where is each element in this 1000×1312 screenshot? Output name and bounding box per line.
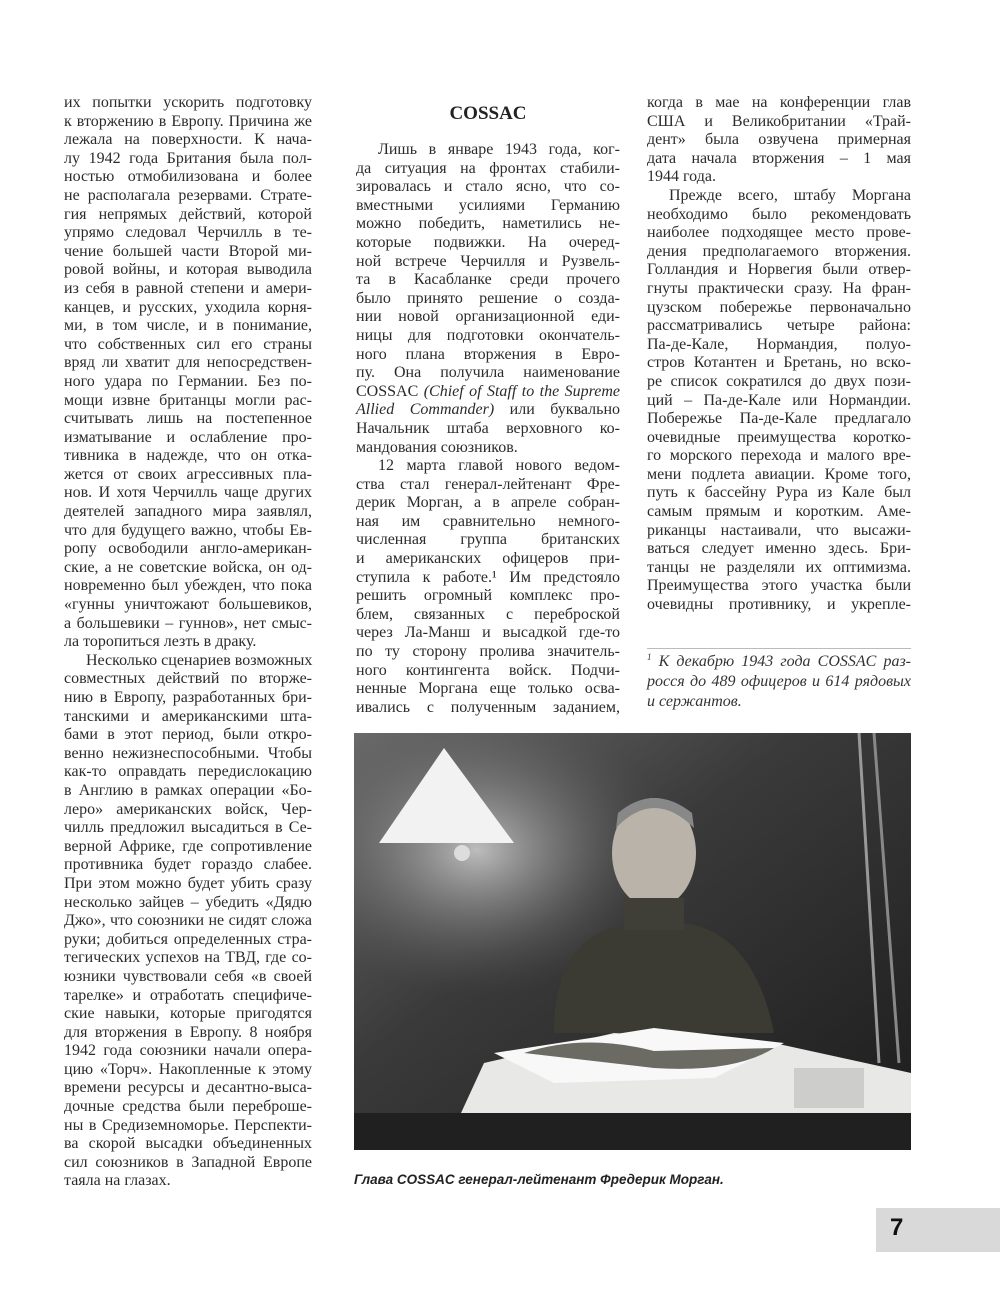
text-line: ницы для подготовки окончатель- [356, 326, 620, 344]
text-segment: или буквально [494, 401, 620, 419]
text-line: необходимо было рекомендовать [647, 205, 911, 223]
text-line: в Англию в рамках операции «Бо- [64, 781, 312, 799]
text-line: что собственных сил его страны [64, 335, 312, 353]
text-line: наиболее подходящее место прове- [647, 224, 911, 242]
text-line: по ту сторону пролива значитель- [356, 643, 620, 661]
text-line: лу 1942 года Британия была пол- [64, 149, 312, 167]
text-line: путь к бассейну Рура из Кале был [647, 484, 911, 502]
text-line: ная им сравнительно немного- [356, 512, 620, 530]
text-line: Преимущества этого участка были [647, 577, 911, 595]
text-line: ной встрече Черчилля и Рузвель- [356, 252, 620, 270]
text-line: вряд ли хватит для непосредствен- [64, 354, 312, 372]
text-line: канцев, и русских, уходила корня- [64, 298, 312, 316]
text-line: гия непрямых действий, которой [64, 205, 312, 223]
text-line: пу. Она получила наименование [356, 364, 620, 382]
text-line: Па-де-Кале, Нормандия, полуо- [647, 335, 911, 353]
footnote-line [647, 652, 911, 672]
text-line: было принято решение о созда- [356, 289, 620, 307]
text-line: ций – Па-де-Кале или Нормандии. [647, 391, 911, 409]
text-line: очевидны противнику, и укрепле- [647, 596, 911, 614]
text-line: а большевики – гуннов», нет смыс- [64, 614, 312, 632]
italic-text: Allied Commander) [356, 401, 495, 419]
text-line [356, 401, 620, 420]
text-line: как-то оправдать передислокацию [64, 763, 312, 781]
text-line: совместных действий по вторже- [64, 670, 312, 688]
text-column-2 [356, 141, 620, 717]
text-line: руки; добиться определенных стра- [64, 930, 312, 948]
text-line: ропу освободили англо-американ- [64, 540, 312, 558]
text-line: их попытки ускорить подготовку [64, 94, 312, 111]
page-number-tab [876, 1208, 1000, 1252]
text-line: очевидные преимущества коротко- [647, 428, 911, 446]
footnote-divider [647, 648, 911, 649]
text-line: ские навыки, которые пригодятся [64, 1005, 312, 1023]
page-number: 7 [890, 1214, 904, 1241]
text-line: для вторжения в Европу. 8 ноября [64, 1023, 312, 1041]
text-line: нии новой организационной еди- [356, 308, 620, 326]
text-line: При этом можно будет убить сразу [64, 874, 312, 892]
text-line: лежала на поверхности. К нача- [64, 131, 312, 149]
text-line: которые подвижки. На очеред- [356, 233, 620, 251]
text-line: го морского перехода и малого вре- [647, 447, 911, 465]
text-line: ровой войны, и которая выводила [64, 261, 312, 279]
text-line: Прежде всего, штабу Моргана [669, 186, 911, 204]
text-line: времени ресурсы и десантно-выса- [64, 1079, 312, 1097]
text-line: тегических успехов на ТВД, где со- [64, 949, 312, 967]
text-line: блем, связанных с переброской [356, 605, 620, 623]
text-line: ла торопиться лезть в драку. [64, 633, 257, 651]
text-line: мени подлета авиации. Кроме того, [647, 465, 911, 483]
text-line: Голландия и Норвегия были отвер- [647, 261, 911, 279]
text-line: ивались с полученным заданием, [356, 698, 620, 716]
text-line: риканцы настаивали, что высажи- [647, 521, 911, 539]
text-line: через Ла-Манш и высадкой где-то [356, 624, 620, 642]
text-line: юзники чувствовали себя «в своей [64, 967, 312, 985]
text-line: дения предполагаемого вторжения. [647, 242, 911, 260]
text-line: стров Котантен и Бретань, но вско- [647, 354, 911, 372]
text-line: бами в этот период, были откро- [64, 726, 312, 744]
section-heading: COSSAC [449, 103, 527, 124]
text-line: 12 марта главой нового ведом- [378, 457, 620, 475]
text-line: противника будет гораздо слабее. [64, 856, 312, 874]
text-line: ного удара по Германии. Без по- [64, 372, 312, 390]
text-column-1 [64, 94, 312, 1191]
text-line: дата начала вторжения – 1 мая [647, 149, 911, 167]
text-line: ре список сократился до двух пози- [647, 372, 911, 390]
text-line: Побережье Па-де-Кале предлагало [647, 410, 911, 428]
text-line: жется от своих агрессивных пла- [64, 465, 312, 483]
text-line: новременно был убежден, что пока [64, 577, 312, 595]
text-column-3 [647, 94, 911, 615]
text-line: самым прямым и коротким. Аме- [647, 503, 911, 521]
text-line: нов. И хотя Черчилль чаще других [64, 484, 312, 502]
text-line: «гунны уничтожают большевиков, [64, 596, 312, 614]
text-line: леро» американских войск, Чер- [64, 800, 312, 818]
text-line: цузском побережье первоначально [647, 298, 911, 316]
text-line: деятелей западного мира заявлял, [64, 503, 312, 521]
text-line: что для будущего важно, чтобы Ев- [64, 521, 312, 539]
text-line: когда в мае на конференции глав [647, 94, 911, 111]
text-line: дент» была озвучена примерная [647, 131, 911, 149]
text-line: численная группа британских [356, 531, 620, 549]
text-line: танцы не разделяли их оптимизма. [647, 558, 911, 576]
text-line: цию «Торч». Накопленные к этому [64, 1060, 312, 1078]
photo-general-morgan [354, 733, 911, 1150]
text-line: мощи извне британцы могли рас- [64, 391, 312, 409]
text-line: изматывание и ослабление про- [64, 428, 312, 446]
footnote [647, 652, 911, 712]
text-line: несколько зайцев – убедить «Дядю [64, 893, 312, 911]
text-line: тарелке» и отработать специфиче- [64, 986, 312, 1004]
text-line: дочные средства были переброше- [64, 1098, 312, 1116]
footnote-marker: 1 [647, 652, 652, 662]
text-line: 1942 года союзники начали опера- [64, 1042, 312, 1060]
text-line: дерик Морган, а в апреле собран- [356, 494, 620, 512]
text-line: ступила к работе.¹ Им предстояло [356, 568, 620, 586]
text-line: та в Касабланке среди прочего [356, 271, 620, 289]
text-line: нию в Европу, разработанных бри- [64, 689, 312, 706]
text-line: чилль предложил высадиться в Се- [64, 819, 312, 837]
text-line: из себя в равной степени и амери- [64, 279, 312, 297]
text-line: можно победить, наметились не- [356, 215, 620, 233]
text-line: Джо», что союзники не сидят сложа [64, 912, 312, 930]
italic-text: (Chief of Staff to the Supreme [423, 382, 621, 400]
text-line: считывать лишь на постепенное [64, 410, 312, 428]
text-line: гнуты практически сразу. На фран- [647, 279, 911, 297]
footnote-line: росся до 489 офицеров и 614 рядовых [647, 673, 911, 690]
text-line: ва скорой высадки объединенных [64, 1135, 312, 1153]
text-line: зировалась и стало ясно, что со- [356, 178, 620, 196]
text-line: ненные Моргана еще только осва- [356, 680, 620, 698]
text-line: вместными усилиями Германию [356, 196, 620, 214]
text-line: ства стал генерал-лейтенант Фре- [356, 475, 620, 493]
text-line: Несколько сценариев возможных [86, 651, 313, 669]
text-line: упрямо следовал Черчилль в те- [64, 224, 312, 242]
text-line: танскими и американскими шта- [64, 707, 312, 725]
text-line: к вторжению в Европу. Причина же [64, 112, 312, 130]
text-line: не располагала резервами. Страте- [64, 186, 312, 204]
text-line: ного плана вторжения в Евро- [356, 345, 620, 363]
text-line: решить огромный комплекс про- [356, 587, 620, 605]
text-line: тивника в надежде, что он отка- [64, 447, 312, 465]
text-line [356, 383, 620, 402]
text-line: рассматривались четыре района: [647, 317, 911, 335]
text-line: чение большей части Второй ми- [64, 242, 312, 260]
text-line: США и Великобритании «Трай- [647, 112, 911, 130]
text-line: ного контингента войск. Подчи- [356, 661, 620, 679]
text-line: мандования союзников. [356, 438, 518, 456]
photo-caption: Глава COSSAC генерал-лейтенант Фредерик Морган. [354, 1172, 724, 1187]
text-line: верной Африке, где сопротивление [64, 837, 312, 855]
text-line: Начальник штаба верховного ко- [356, 419, 620, 437]
text-line: венно нежизнеспособными. Чтобы [64, 744, 312, 762]
text-line: и американских офицеров при- [356, 550, 620, 568]
text-line: ми, в том числе, и в понимание, [64, 317, 312, 335]
text-line: ские, а не советские войска, он од- [64, 558, 312, 576]
text-line: да ситуация на фронтах стабили- [356, 159, 620, 177]
text-line: таяла на глазах. [64, 1172, 171, 1190]
text-line: 1944 года. [647, 168, 716, 186]
text-line: сил союзников в Западной Европе [64, 1153, 312, 1171]
text-segment: COSSAC [356, 382, 424, 400]
text-line: Лишь в январе 1943 года, ког- [378, 141, 620, 158]
text-line: ностью отмобилизована и более [64, 168, 312, 186]
text-line: ны в Средиземноморье. Перспекти- [64, 1116, 312, 1134]
footnote-text: К декабрю 1943 года COSSAC раз- [658, 653, 912, 670]
footnote-line: и сержантов. [647, 693, 742, 710]
text-line: ваться следует именно здесь. Бри- [647, 540, 911, 558]
